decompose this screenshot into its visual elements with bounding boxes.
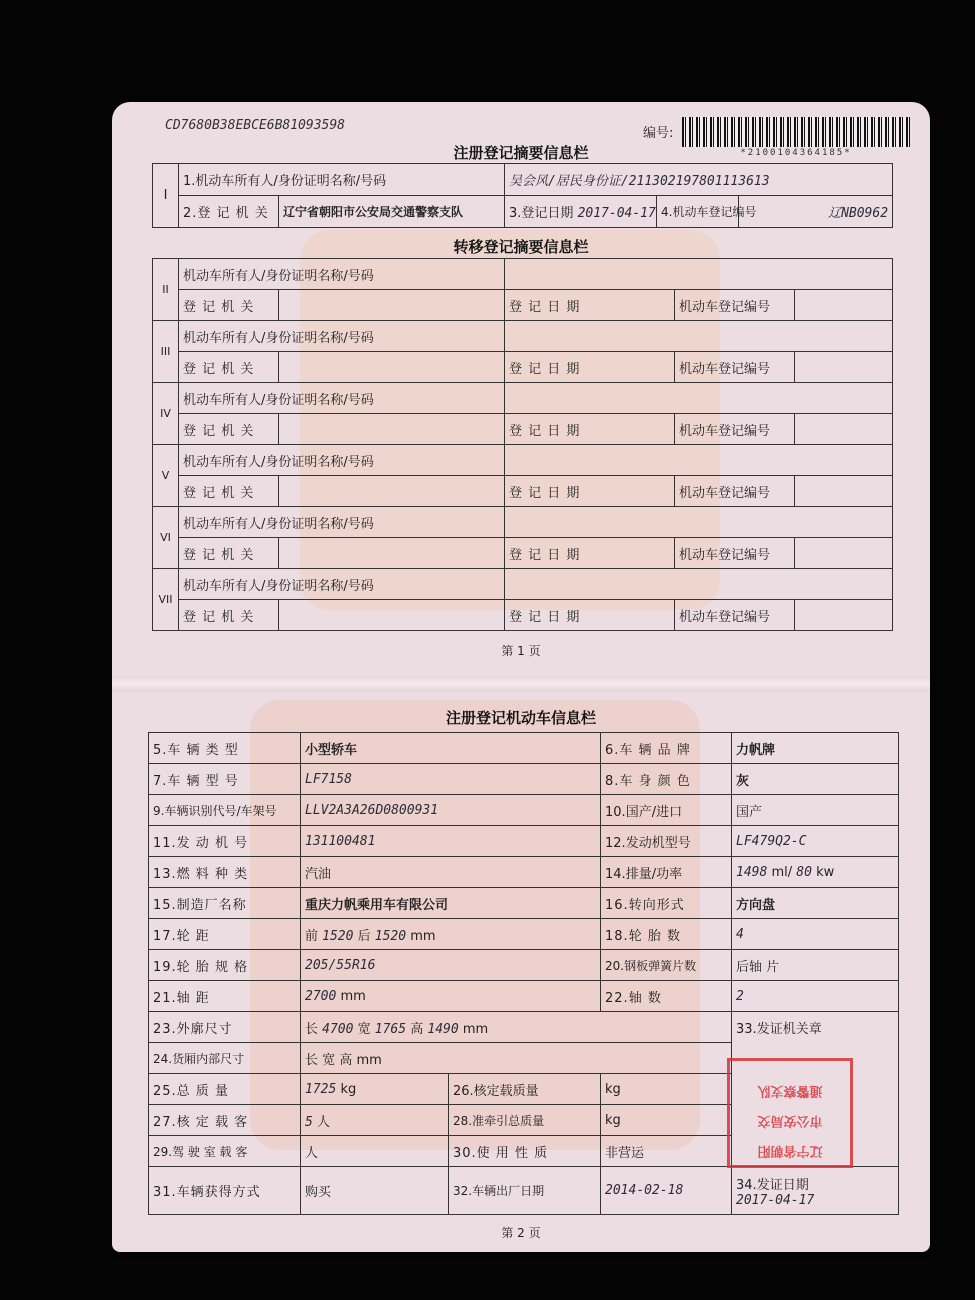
- displacement-unit: ml/: [771, 864, 793, 880]
- rated-load-label: 26.核定载质量: [449, 1074, 601, 1105]
- tire-count-value: 4: [732, 919, 899, 950]
- transfer-date-label: 登 记 日 期: [505, 538, 675, 569]
- number-label: 编号:: [643, 126, 674, 141]
- origin-label: 10.国产/进口: [601, 795, 732, 826]
- track-rear-value: 1520: [374, 928, 407, 944]
- length-value: 4700: [322, 1021, 354, 1037]
- official-seal: [727, 1058, 853, 1168]
- transfer-owner-value: [505, 259, 893, 290]
- cargo-height-prefix: 高: [339, 1052, 353, 1068]
- regno-label: 4.机动车登记编号: [657, 196, 739, 228]
- transfer-regno-label: 机动车登记编号: [675, 600, 795, 631]
- seal-line-2: 市公安局交: [757, 1113, 823, 1128]
- transfer-date-label: 登 记 日 期: [505, 414, 675, 445]
- section1-title: 注册登记摘要信息栏: [453, 144, 589, 162]
- track-unit: mm: [410, 928, 436, 944]
- height-value: 1490: [427, 1021, 459, 1037]
- track-front-value: 1520: [322, 928, 354, 944]
- owner-value: 吴会风/居民身份证/211302197801113613: [505, 164, 893, 196]
- towing-mass-label: 28.准牵引总质量: [449, 1105, 601, 1136]
- fuel-value: 汽油: [301, 857, 601, 888]
- owner-label: 1.机动车所有人/身份证明名称/号码: [179, 164, 505, 196]
- transfer-owner-value: [505, 569, 893, 600]
- roman-numeral: VI: [153, 507, 179, 569]
- transfer-date-label: 登 记 日 期: [505, 290, 675, 321]
- acquisition-label: 31.车辆获得方式: [149, 1167, 301, 1215]
- roman-numeral: II: [153, 259, 179, 321]
- transfer-date-label: 登 记 日 期: [505, 600, 675, 631]
- wheelbase-value: 2700: [305, 988, 337, 1004]
- transfer-owner-value: [505, 445, 893, 476]
- spring-label: 20.钢板弹簧片数: [601, 950, 732, 981]
- axle-value: 2: [732, 981, 899, 1012]
- manufacturer-label: 15.制造厂名称: [149, 888, 301, 919]
- towing-mass-unit: kg: [601, 1105, 732, 1136]
- roman-numeral: VII: [153, 569, 179, 631]
- seats-label: 27.核 定 载 客: [149, 1105, 301, 1136]
- page-number-2: 第 2 页: [501, 1226, 541, 1240]
- transfer-authority-value: [279, 352, 505, 383]
- roman-numeral: I: [153, 164, 179, 228]
- wheelbase-label: 21.轴 距: [149, 981, 301, 1012]
- vehicle-type-value: 小型轿车: [301, 733, 601, 764]
- transfer-regno-label: 机动车登记编号: [675, 352, 795, 383]
- engine-model-label: 12.发动机型号: [601, 826, 732, 857]
- vin-value: LLV2A3A26D0800931: [301, 795, 601, 826]
- transfer-owner-label: 机动车所有人/身份证明名称/号码: [179, 507, 505, 538]
- width-value: 1765: [374, 1021, 407, 1037]
- total-mass-label: 25.总 质 量: [149, 1074, 301, 1105]
- date-value: 2017-04-17: [577, 206, 656, 221]
- transfer-owner-value: [505, 507, 893, 538]
- manufacture-date-label: 32.车辆出厂日期: [449, 1167, 601, 1215]
- transfer-authority-value: [279, 476, 505, 507]
- page-fold: [112, 676, 930, 692]
- issue-date-label: 34.发证日期: [736, 1177, 809, 1193]
- transfer-owner-value: [505, 383, 893, 414]
- model-label: 7.车 辆 型 号: [149, 764, 301, 795]
- issue-date-value: 2017-04-17: [736, 1192, 815, 1208]
- transfer-authority-label: 登 记 机 关: [179, 414, 279, 445]
- transfer-authority-label: 登 记 机 关: [179, 476, 279, 507]
- transfer-owner-label: 机动车所有人/身份证明名称/号码: [179, 259, 505, 290]
- cargo-unit: mm: [356, 1052, 382, 1068]
- transfer-regno-label: 机动车登记编号: [675, 414, 795, 445]
- barcode-text: *2100104364185*: [740, 148, 852, 158]
- authority-label: 2.登 记 机 关: [179, 196, 279, 228]
- transfer-regno-value: [795, 538, 893, 569]
- transfer-owner-label: 机动车所有人/身份证明名称/号码: [179, 569, 505, 600]
- length-prefix: 长: [305, 1021, 319, 1037]
- manufacture-date-value: 2014-02-18: [601, 1167, 732, 1215]
- seal-line-3: 通警察支队: [757, 1083, 823, 1098]
- issuing-authority-seal-label: 33.发证机关章: [732, 1012, 899, 1167]
- tire-count-label: 18.轮 胎 数: [601, 919, 732, 950]
- authority-value: 辽宁省朝阳市公安局交通警察支队: [279, 196, 505, 228]
- power-unit: kw: [816, 864, 835, 880]
- vehicle-type-label: 5.车 辆 类 型: [149, 733, 301, 764]
- vin-label: 9.车辆识别代号/车架号: [149, 795, 301, 826]
- track-rear-prefix: 后: [357, 928, 371, 944]
- tire-spec-label: 19.轮 胎 规 格: [149, 950, 301, 981]
- total-mass-value: 1725: [305, 1081, 337, 1097]
- transfer-regno-value: [795, 600, 893, 631]
- dimensions-unit: mm: [462, 1021, 489, 1037]
- rated-load-unit: kg: [601, 1074, 732, 1105]
- height-prefix: 高: [410, 1021, 424, 1037]
- displacement-value: 1498: [736, 864, 768, 880]
- steering-label: 16.转向形式: [601, 888, 732, 919]
- transfer-regno-label: 机动车登记编号: [675, 476, 795, 507]
- roman-numeral: III: [153, 321, 179, 383]
- transfer-regno-label: 机动车登记编号: [675, 538, 795, 569]
- seats-value: 5: [305, 1114, 313, 1130]
- usage-label: 30.使 用 性 质: [449, 1136, 601, 1167]
- transfer-authority-value: [279, 414, 505, 445]
- spring-value: 后轴: [736, 959, 763, 975]
- track-front-prefix: 前: [305, 928, 319, 944]
- axle-label: 22.轴 数: [601, 981, 732, 1012]
- regno-value: 辽NB0962: [739, 196, 893, 228]
- transfer-regno-value: [795, 414, 893, 445]
- transfer-authority-label: 登 记 机 关: [179, 290, 279, 321]
- model-value: LF7158: [301, 764, 601, 795]
- engine-no-label: 11.发 动 机 号: [149, 826, 301, 857]
- cargo-width-prefix: 宽: [322, 1052, 336, 1068]
- transfer-owner-label: 机动车所有人/身份证明名称/号码: [179, 445, 505, 476]
- usage-value: 非营运: [601, 1136, 732, 1167]
- section2-title: 转移登记摘要信息栏: [453, 238, 589, 256]
- fuel-label: 13.燃 料 种 类: [149, 857, 301, 888]
- cab-seats-label: 29.驾 驶 室 载 客: [149, 1136, 301, 1167]
- transfer-summary-table: [152, 258, 893, 631]
- engine-no-value: 131100481: [301, 826, 601, 857]
- dimensions-label: 23.外廓尺寸: [149, 1012, 301, 1043]
- track-label: 17.轮 距: [149, 919, 301, 950]
- section3-title: 注册登记机动车信息栏: [445, 709, 596, 727]
- transfer-owner-label: 机动车所有人/身份证明名称/号码: [179, 383, 505, 414]
- transfer-regno-value: [795, 476, 893, 507]
- transfer-owner-value: [505, 321, 893, 352]
- transfer-authority-value: [279, 538, 505, 569]
- serial-number: CD7680B38EBCE6B81093598: [165, 118, 346, 133]
- cargo-dimensions-label: 24.货厢内部尺寸: [149, 1043, 301, 1074]
- power-value: 80: [796, 864, 812, 880]
- transfer-owner-label: 机动车所有人/身份证明名称/号码: [179, 321, 505, 352]
- manufacturer-value: 重庆力帆乘用车有限公司: [301, 888, 601, 919]
- transfer-authority-label: 登 记 机 关: [179, 352, 279, 383]
- page-number-1: 第 1 页: [501, 644, 541, 658]
- origin-value: 国产: [732, 795, 899, 826]
- wheelbase-unit: mm: [340, 988, 366, 1004]
- transfer-authority-value: [279, 600, 505, 631]
- transfer-regno-value: [795, 290, 893, 321]
- color-value: 灰: [732, 764, 899, 795]
- transfer-authority-label: 登 记 机 关: [179, 600, 279, 631]
- date-label: 3.登记日期: [509, 206, 574, 221]
- transfer-authority-value: [279, 290, 505, 321]
- brand-value: 力帆牌: [732, 733, 899, 764]
- cab-seats-unit: 人: [301, 1136, 449, 1167]
- transfer-regno-label: 机动车登记编号: [675, 290, 795, 321]
- acquisition-value: 购买: [301, 1167, 449, 1215]
- transfer-date-label: 登 记 日 期: [505, 352, 675, 383]
- spring-unit: 片: [766, 959, 780, 975]
- steering-value: 方向盘: [732, 888, 899, 919]
- transfer-authority-label: 登 记 机 关: [179, 538, 279, 569]
- brand-label: 6.车 辆 品 牌: [601, 733, 732, 764]
- transfer-regno-value: [795, 352, 893, 383]
- color-label: 8.车 身 颜 色: [601, 764, 732, 795]
- engine-model-value: LF479Q2-C: [732, 826, 899, 857]
- total-mass-unit: kg: [340, 1081, 357, 1097]
- seats-unit: 人: [316, 1114, 330, 1130]
- displacement-label: 14.排量/功率: [601, 857, 732, 888]
- width-prefix: 宽: [357, 1021, 371, 1037]
- transfer-date-label: 登 记 日 期: [505, 476, 675, 507]
- roman-numeral: IV: [153, 383, 179, 445]
- seal-line-1: 辽宁省朝阳: [757, 1143, 823, 1158]
- tire-spec-value: 205/55R16: [301, 950, 601, 981]
- roman-numeral: V: [153, 445, 179, 507]
- registration-summary-table: [152, 163, 893, 228]
- cargo-length-prefix: 长: [305, 1052, 319, 1068]
